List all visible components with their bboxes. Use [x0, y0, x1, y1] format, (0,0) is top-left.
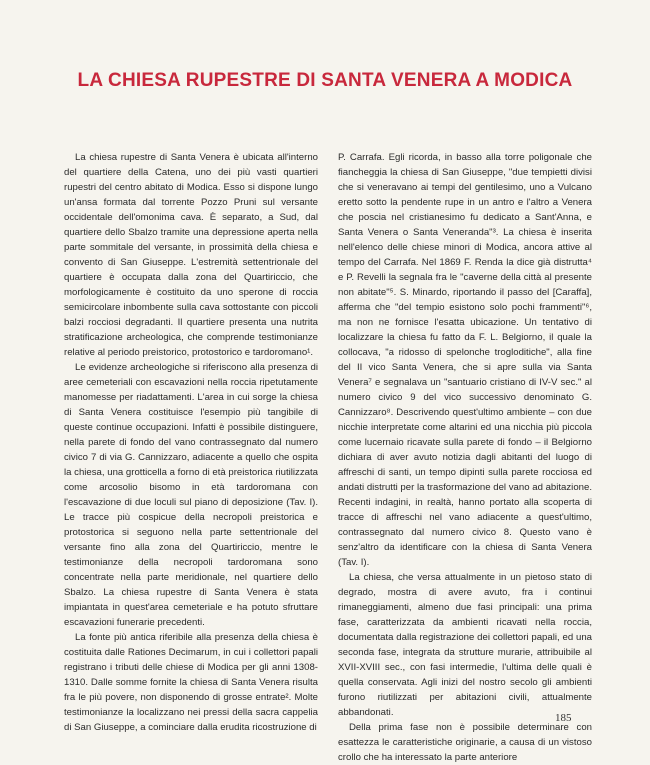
page-title: LA CHIESA RUPESTRE DI SANTA VENERA A MODICA [77, 70, 573, 91]
paragraph: Della prima fase non è possibile determinare con esattezza le caratteristiche originarie, a causa di un vistoso crollo che ha interessato la parte anteriore [338, 722, 592, 763]
paragraph: La chiesa rupestre di Santa Venera è ubicata all'interno del quartiere della Catena, uno dei più vasti quartieri rupestri del centro abitato di Modica. Esso si dispone lungo un'ansa formata dal torrente Pozzo Pruni sul versante occidentale dell'omonima cava. È separato, a Sud, dal quartiere dello Sbalzo tramite una depressione aperta nella parte sommitale del versante, in prossimità della chiesa e convento di San Giuseppe. L'estremità settentrionale del quartiere è occupata dalla zona del Quartiriccio, che morfologicamente è costituito da uno sperone di roccia semicircolare inbombente sulla cava sottostante con piccoli balzi rocciosi degradanti. Il quartiere presenta una nutrita stratificazione archeologica, che comprende testimonianze relative al periodo preistorico, protostorico e tardoromano¹. [64, 152, 318, 358]
paragraph: P. Carrafa. Egli ricorda, in basso alla torre poligonale che fiancheggia la chiesa di San Giuseppe, "due tempietti divisi che si veneravano ai tempi del gentilesimo, uno a Vulcano eretto sotto la pendente rupe in un antro e l'altro a Venera che poscia nel cristianesimo fu dedicato a Sant'Anna, e Santa Venera o Santa Veneranda"³. La chiesa è inserita nell'elenco delle chiese minori di Modica, ancora attive al tempo del Carrafa. Nel 1869 F. Renda la dice già distrutta⁴ e P. Revelli la segnala fra le "caverne della città al presente non abitate"⁵. S. Minardo, riportando il passo del [Caraffa], afferma che "del tempio esistono solo pochi frammenti"⁶, ma non ne fornisce l'esatta ubicazione. Un tentativo di localizzare la chiesa fu fatto da F. L. Belgiorno, il quale la collocava, "a ridosso di spelonche trogloditiche", alla fine del II vico Santa Venera, che si apre sulla via Santa Venera⁷ e segnalava un "santuario cristiano di IV-V sec." al numero civico 9 del vico successivo denominato G. Cannizzaro⁸. Descrivendo quest'ultimo ambiente – con due nicchie interpretate come altarini ed una nicchia più piccola come lucernaio ricavate sulla parete di fondo – il Belgiorno dichiara di aver avuto notizia dagli abitanti del luogo di affreschi di santi, un tempo dipinti sulla parete rocciosa ed andati distrutti per la trasformazione del vano ad abitazione. Recenti indagini, in realtà, hanno portato alla scoperta di tracce di affreschi nel vano adiacente a quest'ultimo, contrassegnato dal numero civico 8. Questo vano è senz'altro da identificare con la chiesa di Santa Venera (Tav. I). [338, 152, 592, 568]
page-number: 185 [555, 712, 572, 724]
left-column [64, 150, 318, 735]
paragraph: La fonte più antica riferibile alla presenza della chiesa è costituita dalle Rationes Decimarum, in cui i collettori papali registrano i tributi delle chiese di Modica per gli anni 1308-1310. Dalle somme fornite la chiesa di Santa Venera risulta fra le più povere, non disponendo di grosse entrate². Molte testimonianze la localizzano nei pressi della sacra cappelia di San Giuseppe, a cominciare dalla erudita ricostruzione di [64, 632, 318, 733]
paragraph: Le evidenze archeologiche si riferiscono alla presenza di aree cemeteriali con escavazioni nella roccia ripetutamente manomesse per riadattamenti. L'area in cui sorge la chiesa di Santa Venera costituisce l'esempio più tangibile di queste continue occupazioni. Infatti è possibile distinguere, nella parete di fondo del vano contrassegnato dal numero civico 7 di via G. Cannizzaro, adiacente a quello che ospita la chiesa, una grotticella a forno di età preistorica riutilizzata come arcosolio bisomo in età tardoromana con l'escavazione di due loculi sul piano di deposizione (Tav. I). Le tracce più cospicue della necropoli preistorica e protostorica si seguono nella parte settentrionale del versante fino alla zona del Quartiriccio, mentre le testimonianze della necropoli tardoromana sono concentrate nella parte meridionale, nel quartiere dello Sbalzo. La chiesa rupestre di Santa Venera è stata impiantata in quest'area cemeteriale e ha potuto sfruttare escavazioni funerarie precedenti. [64, 362, 318, 628]
right-column [338, 150, 592, 765]
paragraph: La chiesa, che versa attualmente in un pietoso stato di degrado, mostra di avere avuto, fra i continui rimaneggiamenti, almeno due fasi principali: una prima fase, caratterizzata da ambienti ricavati nella roccia, documentata dalla registrazione dei collettori papali, ed una seconda fase, integrata da strutture murarie, attribuibile al XVII-XVIII sec., con fasi intermedie, l'ultima delle quali è quella conservata. Agli inizi del nostro secolo gli ambienti furono riutilizzati per abitazioni civili, attualmente abbandonati. [338, 572, 592, 718]
